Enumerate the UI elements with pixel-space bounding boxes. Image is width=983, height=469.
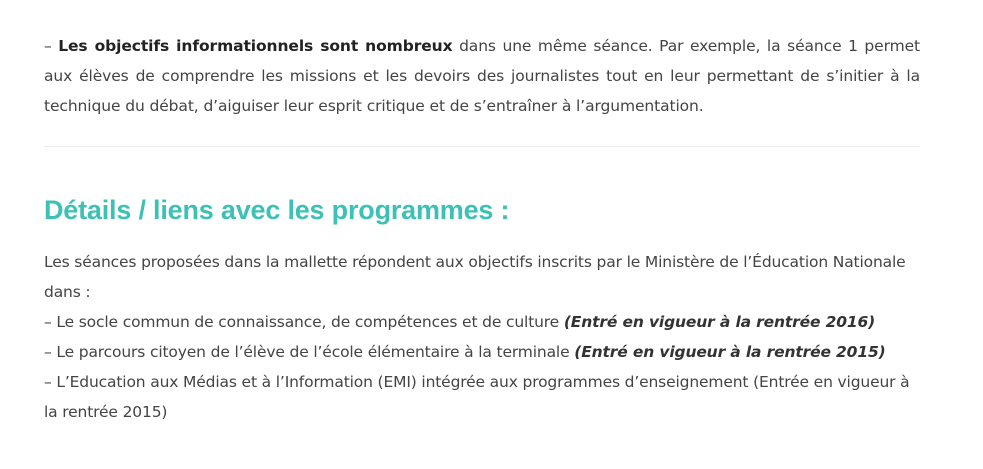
program-item-emphasis: (Entré en vigueur à la rentrée 2016) (563, 313, 876, 331)
program-item-text: – Le socle commun de connaissance, de compétences et de culture (44, 313, 564, 331)
section-divider (44, 146, 920, 147)
details-paragraph (44, 247, 920, 427)
program-item-emi (44, 367, 920, 427)
program-item-emphasis: (Entré en vigueur à la rentrée 2015) (574, 343, 886, 361)
details-lead: Les séances proposées dans la mallette répondent aux objectifs inscrits par le Ministère de l’Éducation Nationale dans : (44, 253, 906, 301)
program-item-parcours-citoyen (44, 337, 920, 367)
section-title: Détails / liens avec les programmes : (44, 195, 510, 225)
intro-dash: – (44, 37, 59, 55)
article-content (44, 0, 920, 427)
intro-paragraph (44, 0, 920, 121)
intro-strong-text: Les objectifs informationnels sont nombreux (58, 37, 453, 55)
program-item-text: – Le parcours citoyen de l’élève de l’école élémentaire à la terminale (44, 343, 575, 361)
program-item-socle (44, 307, 920, 337)
program-item-text: – L’Education aux Médias et à l’Information (EMI) intégrée aux programmes d’enseignement (Entrée en vigueur à la rentrée 2015) (44, 373, 910, 421)
intro-text: dans une même séance. Par exemple, la séance 1 permet aux élèves de comprendre les missions et les devoirs des journalistes tout en leur permettant de s’initier à la technique du débat, d’aiguiser leur esprit critique et de s’entraîner à l’argumentation. (44, 37, 920, 115)
